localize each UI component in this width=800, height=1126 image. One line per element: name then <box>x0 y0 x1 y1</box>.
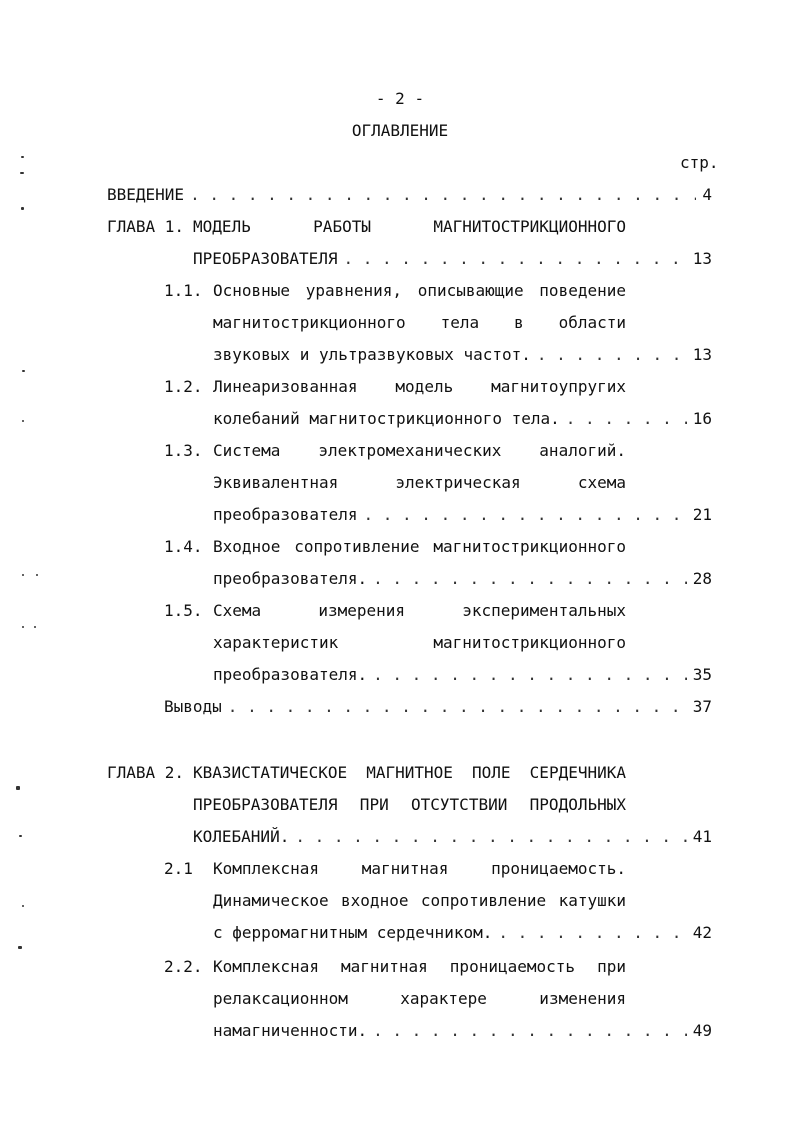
section-2-2-line-1[interactable]: Комплексная магнитная проницаемость при <box>213 957 626 976</box>
chapter-1-title-line-2[interactable] <box>193 248 712 270</box>
section-1-4-line-2[interactable] <box>213 568 712 590</box>
toc-entry-conclusions[interactable] <box>164 696 712 718</box>
toc-entry-page: 41 <box>692 827 712 846</box>
toc-entry-page: 4 <box>702 185 712 204</box>
toc-entry-page: 16 <box>692 409 712 428</box>
toc-heading: ОГЛАВЛЕНИЕ <box>351 121 449 140</box>
dot-leader <box>373 568 687 590</box>
scan-speck <box>19 835 22 837</box>
section-1-4-title-end: преобразователя. <box>213 569 368 588</box>
toc-entry-title: Выводы <box>164 697 222 716</box>
scan-speck <box>16 786 20 790</box>
section-1-5-number: 1.5. <box>164 601 203 620</box>
scan-speck <box>20 172 24 174</box>
chapter-1-label: ГЛАВА 1. <box>107 217 185 236</box>
toc-entry-page: 35 <box>692 665 712 684</box>
toc-entry-page: 28 <box>692 569 712 588</box>
scan-speck <box>21 207 24 210</box>
dot-leader <box>228 696 687 718</box>
toc-entry-page: 42 <box>692 923 712 942</box>
toc-entry-page: 21 <box>692 505 712 524</box>
section-1-4-number: 1.4. <box>164 537 203 556</box>
section-1-4-line-1[interactable]: Входное сопротивление магнитострикционного <box>213 537 626 556</box>
scan-speck <box>22 370 25 372</box>
scan-speck <box>34 626 36 628</box>
scan-speck <box>22 574 24 576</box>
toc-entry-page: 37 <box>692 697 712 716</box>
section-2-2-line-2[interactable]: релаксационном характере изменения <box>213 989 626 1008</box>
section-2-2-number: 2.2. <box>164 957 203 976</box>
section-1-2-title-end: колебаний магнитострикционного тела. <box>213 409 560 428</box>
section-1-1-number: 1.1. <box>164 281 203 300</box>
dot-leader <box>498 922 686 944</box>
chapter-1-title-line-1[interactable]: МОДЕЛЬ РАБОТЫ МАГНИТОСТРИКЦИОННОГО <box>193 217 626 236</box>
scan-speck <box>18 946 22 949</box>
chapter-2-title-end: КОЛЕБАНИЙ. <box>193 827 290 846</box>
toc-entry-page: 13 <box>692 345 712 364</box>
page-number: - 2 - <box>375 89 425 108</box>
dot-leader <box>373 1020 687 1042</box>
toc-entry-page: 49 <box>692 1021 712 1040</box>
scan-speck <box>22 626 24 628</box>
section-1-1-line-2[interactable]: магнитострикционного тела в области <box>213 313 626 332</box>
scan-speck <box>22 420 24 422</box>
section-2-1-line-2[interactable]: Динамическое входное сопротивление катушки <box>213 891 626 910</box>
section-2-1-number: 2.1 <box>164 859 193 878</box>
section-2-1-line-1[interactable]: Комплексная магнитная проницаемость. <box>213 859 626 878</box>
dot-leader <box>537 344 687 366</box>
section-1-3-line-2[interactable]: Эквивалентная электрическая схема <box>213 473 626 492</box>
section-1-1-line-1[interactable]: Основные уравнения, описывающие поведение <box>213 281 626 300</box>
chapter-2-title-line-2[interactable]: ПРЕОБРАЗОВАТЕЛЯ ПРИ ОТСУТСТВИИ ПРОДОЛЬНЫХ <box>193 795 626 814</box>
section-1-1-title-end: звуковых и ультразвуковых частот. <box>213 345 531 364</box>
section-2-2-line-3[interactable] <box>213 1020 712 1042</box>
section-1-1-line-3[interactable] <box>213 344 712 366</box>
toc-entry-title: ВВЕДЕНИЕ <box>107 185 185 204</box>
section-1-5-line-2[interactable]: характеристик магнитострикционного <box>213 633 626 652</box>
dot-leader <box>344 248 687 270</box>
scan-speck <box>21 156 24 158</box>
chapter-2-label: ГЛАВА 2. <box>107 763 185 782</box>
page-column-label: стр. <box>680 153 719 172</box>
section-1-2-line-2[interactable] <box>213 408 712 430</box>
chapter-1-title-end: ПРЕОБРАЗОВАТЕЛЯ <box>193 249 338 268</box>
chapter-2-title-line-3[interactable] <box>193 826 712 848</box>
scan-speck <box>22 905 24 907</box>
section-1-3-line-1[interactable]: Система электромеханических аналогий. <box>213 441 626 460</box>
section-2-2-title-end: намагниченности. <box>213 1021 368 1040</box>
section-2-1-title-end: с ферромагнитным сердечником. <box>213 923 493 942</box>
toc-entry-intro[interactable] <box>107 184 712 206</box>
dot-leader <box>364 504 687 526</box>
dot-leader <box>295 826 686 848</box>
section-1-2-number: 1.2. <box>164 377 203 396</box>
section-1-5-title-end: преобразователя. <box>213 665 368 684</box>
chapter-2-title-line-1[interactable]: КВАЗИСТАТИЧЕСКОЕ МАГНИТНОЕ ПОЛЕ СЕРДЕЧНИКА <box>193 763 626 782</box>
dot-leader <box>566 408 687 430</box>
scan-speck <box>36 574 38 576</box>
section-1-3-line-3[interactable] <box>213 504 712 526</box>
section-1-5-line-3[interactable] <box>213 664 712 686</box>
section-1-3-number: 1.3. <box>164 441 203 460</box>
dot-leader <box>373 664 687 686</box>
section-1-3-title-end: преобразователя <box>213 505 358 524</box>
section-2-1-line-3[interactable] <box>213 922 712 944</box>
dot-leader <box>190 184 696 206</box>
section-1-5-line-1[interactable]: Схема измерения экспериментальных <box>213 601 626 620</box>
section-1-2-line-1[interactable]: Линеаризованная модель магнитоупругих <box>213 377 626 396</box>
toc-entry-page: 13 <box>692 249 712 268</box>
